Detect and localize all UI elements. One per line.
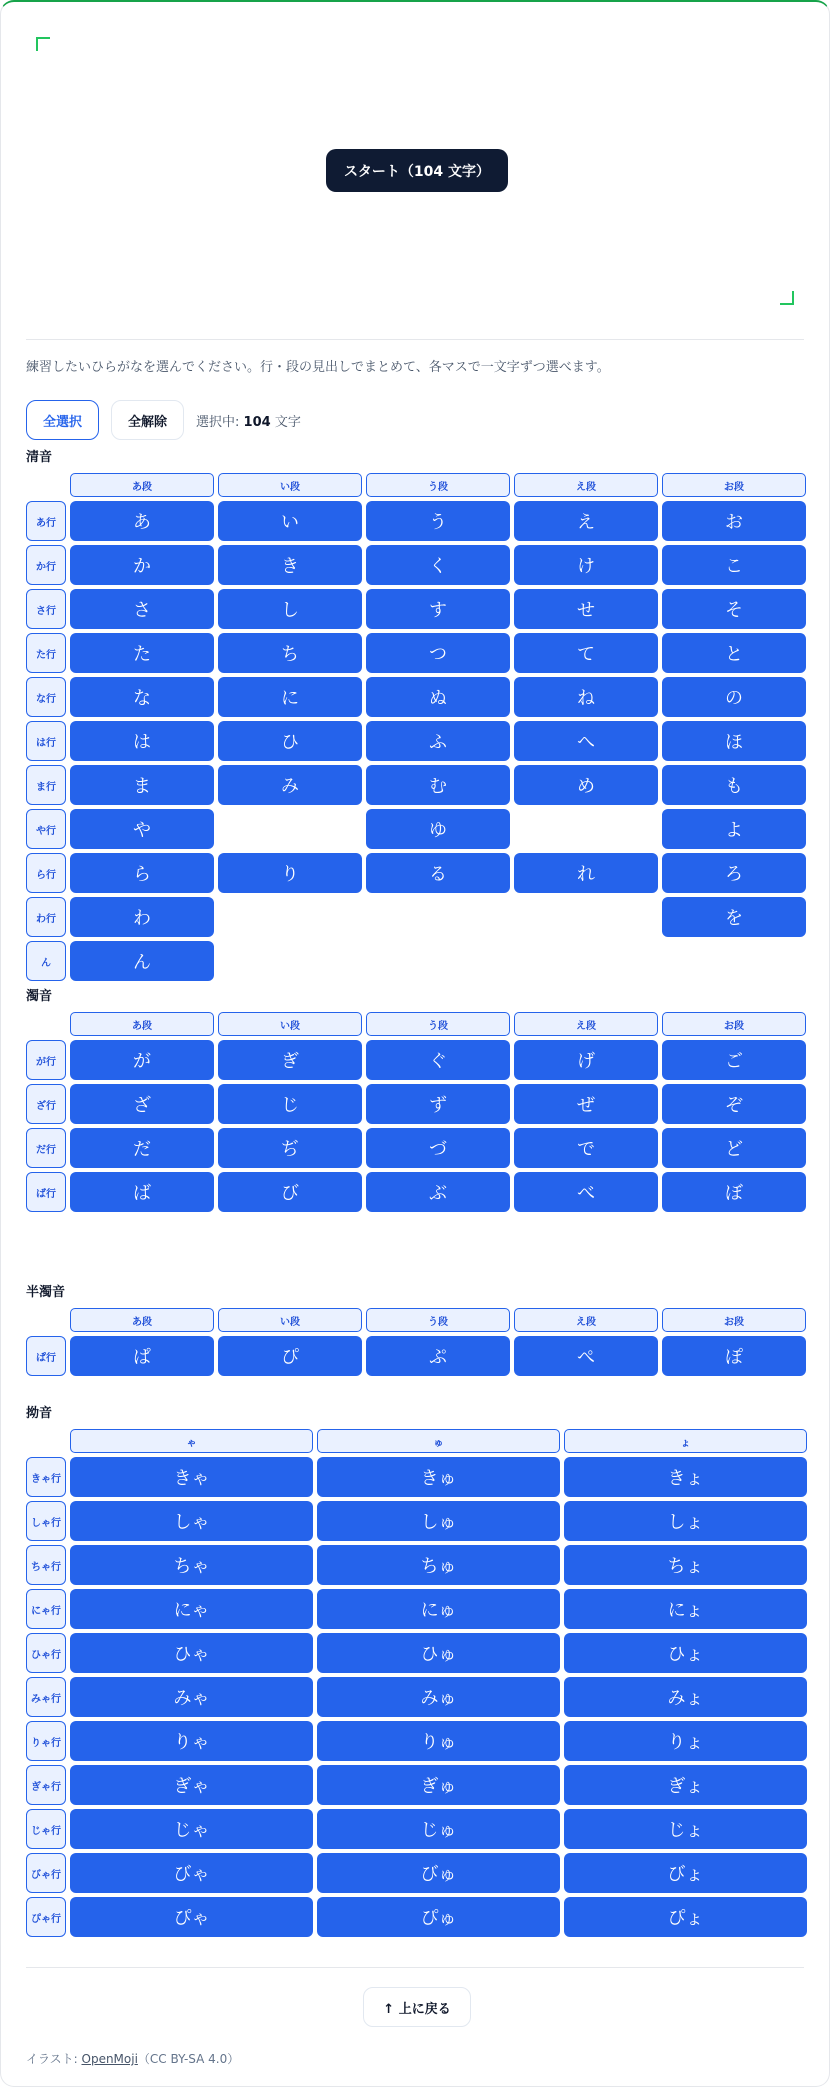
kana-cell[interactable]: じょ: [564, 1809, 807, 1849]
row-header-button[interactable]: な行: [26, 677, 66, 717]
row-header-button[interactable]: ば行: [26, 1172, 66, 1212]
section-title: 半濁音: [26, 1285, 66, 1300]
row-header-button[interactable]: しゃ行: [26, 1501, 66, 1541]
back-to-top-button[interactable]: ↑ 上に戻る: [363, 1987, 471, 2027]
row-header-button[interactable]: さ行: [26, 589, 66, 629]
kana-cell[interactable]: みゃ: [70, 1677, 313, 1717]
empty-cell: [662, 941, 806, 981]
empty-cell: [514, 941, 658, 981]
kana-cell[interactable]: ひゃ: [70, 1633, 313, 1673]
kana-cell[interactable]: にょ: [564, 1589, 807, 1629]
kana-cell[interactable]: びゃ: [70, 1853, 313, 1893]
kana-cell[interactable]: ぴゅ: [317, 1897, 560, 1937]
kana-cell[interactable]: さ: [70, 589, 214, 629]
row-header-button[interactable]: にゃ行: [26, 1589, 66, 1629]
column-header-button[interactable]: お段: [662, 473, 806, 497]
kana-cell[interactable]: ぎゃ: [70, 1765, 313, 1805]
kana-cell[interactable]: い: [218, 501, 362, 541]
kana-cell[interactable]: きょ: [564, 1457, 807, 1497]
corner-bracket-bottom-right: [780, 291, 794, 305]
kana-cell[interactable]: ひゅ: [317, 1633, 560, 1673]
kana-cell[interactable]: ぴょ: [564, 1897, 807, 1937]
column-header-button[interactable]: え段: [514, 473, 658, 497]
selection-controls: [26, 399, 804, 441]
kana-cell[interactable]: せ: [514, 589, 658, 629]
row-header-button[interactable]: あ行: [26, 501, 66, 541]
column-header-button[interactable]: あ段: [70, 473, 214, 497]
selected-count-text: 選択中: 104 文字: [196, 414, 301, 430]
kana-cell[interactable]: ぶ: [366, 1172, 510, 1212]
kana-cell[interactable]: る: [366, 853, 510, 893]
kana-cell[interactable]: ぴゃ: [70, 1897, 313, 1937]
row-header-button[interactable]: ぴゃ行: [26, 1897, 66, 1937]
row-header-button[interactable]: みゃ行: [26, 1677, 66, 1717]
kana-grid: [26, 1012, 806, 1212]
clear-all-button[interactable]: 全解除: [111, 400, 184, 440]
kana-cell[interactable]: く: [366, 545, 510, 585]
kana-cell[interactable]: ぢ: [218, 1128, 362, 1168]
column-header-button[interactable]: え段: [514, 1012, 658, 1036]
kana-cell[interactable]: りょ: [564, 1721, 807, 1761]
kana-cell[interactable]: きゅ: [317, 1457, 560, 1497]
kana-cell[interactable]: ふ: [366, 721, 510, 761]
kana-cell[interactable]: た: [70, 633, 214, 673]
kana-cell[interactable]: が: [70, 1040, 214, 1080]
kana-cell[interactable]: か: [70, 545, 214, 585]
column-header-button[interactable]: え段: [514, 1308, 658, 1332]
kana-cell[interactable]: みょ: [564, 1677, 807, 1717]
selected-count: 104: [243, 414, 271, 430]
kana-cell[interactable]: で: [514, 1128, 658, 1168]
kana-cell[interactable]: しゅ: [317, 1501, 560, 1541]
column-header-button[interactable]: う段: [366, 473, 510, 497]
kana-cell[interactable]: り: [218, 853, 362, 893]
section-seion: [26, 449, 806, 981]
kana-cell[interactable]: の: [662, 677, 806, 717]
kana-cell[interactable]: よ: [662, 809, 806, 849]
row-header-button[interactable]: や行: [26, 809, 66, 849]
grid-corner: [26, 1308, 66, 1332]
column-header-button[interactable]: あ段: [70, 1012, 214, 1036]
row-header-button[interactable]: わ行: [26, 897, 66, 937]
kana-cell[interactable]: じ: [218, 1084, 362, 1124]
kana-cell[interactable]: に: [218, 677, 362, 717]
kana-cell[interactable]: ん: [70, 941, 214, 981]
kana-cell[interactable]: ほ: [662, 721, 806, 761]
row-header-button[interactable]: びゃ行: [26, 1853, 66, 1893]
kana-cell[interactable]: ち: [218, 633, 362, 673]
section-title: 拗音: [26, 1406, 53, 1421]
openmoji-link[interactable]: OpenMoji: [81, 2052, 138, 2066]
kana-grid: [26, 1308, 806, 1376]
kana-cell[interactable]: や: [70, 809, 214, 849]
kana-cell[interactable]: ど: [662, 1128, 806, 1168]
kana-cell[interactable]: ざ: [70, 1084, 214, 1124]
kana-cell[interactable]: じゃ: [70, 1809, 313, 1849]
row-header-button[interactable]: た行: [26, 633, 66, 673]
row-header-button[interactable]: ら行: [26, 853, 66, 893]
row-header-button[interactable]: ざ行: [26, 1084, 66, 1124]
kana-cell[interactable]: ぎゅ: [317, 1765, 560, 1805]
kana-cell[interactable]: づ: [366, 1128, 510, 1168]
kana-cell[interactable]: あ: [70, 501, 214, 541]
kana-cell[interactable]: ぱ: [70, 1336, 214, 1376]
kana-cell[interactable]: ら: [70, 853, 214, 893]
row-header-button[interactable]: りゃ行: [26, 1721, 66, 1761]
kana-cell[interactable]: ま: [70, 765, 214, 805]
kana-cell[interactable]: え: [514, 501, 658, 541]
kana-cell[interactable]: ちょ: [564, 1545, 807, 1585]
column-header-button[interactable]: い段: [218, 1308, 362, 1332]
kana-cell[interactable]: ぬ: [366, 677, 510, 717]
section-handakuon: [26, 1284, 806, 1376]
kana-cell[interactable]: ぎょ: [564, 1765, 807, 1805]
row-header-button[interactable]: が行: [26, 1040, 66, 1080]
empty-cell: [218, 941, 362, 981]
kana-cell[interactable]: な: [70, 677, 214, 717]
kana-cell[interactable]: ひょ: [564, 1633, 807, 1673]
row-header-button[interactable]: ぱ行: [26, 1336, 66, 1376]
row-header-button[interactable]: じゃ行: [26, 1809, 66, 1849]
column-header-button[interactable]: う段: [366, 1012, 510, 1036]
row-header-button[interactable]: ぎゃ行: [26, 1765, 66, 1805]
kana-cell[interactable]: ぐ: [366, 1040, 510, 1080]
kana-cell[interactable]: び: [218, 1172, 362, 1212]
kana-cell[interactable]: みゅ: [317, 1677, 560, 1717]
kana-cell[interactable]: ご: [662, 1040, 806, 1080]
column-header-button[interactable]: ゅ: [317, 1429, 560, 1453]
kana-cell[interactable]: だ: [70, 1128, 214, 1168]
kana-cell[interactable]: ず: [366, 1084, 510, 1124]
kana-grid: [26, 1429, 807, 1937]
empty-cell: [514, 809, 658, 849]
kana-cell[interactable]: ぷ: [366, 1336, 510, 1376]
kana-cell[interactable]: ぺ: [514, 1336, 658, 1376]
kana-cell[interactable]: て: [514, 633, 658, 673]
kana-cell[interactable]: は: [70, 721, 214, 761]
start-button[interactable]: スタート（104 文字）: [326, 149, 508, 192]
kana-cell[interactable]: ぜ: [514, 1084, 658, 1124]
column-header-button[interactable]: お段: [662, 1308, 806, 1332]
kana-cell[interactable]: ぽ: [662, 1336, 806, 1376]
kana-cell[interactable]: そ: [662, 589, 806, 629]
kana-cell[interactable]: ひ: [218, 721, 362, 761]
empty-cell: [366, 897, 510, 937]
kana-cell[interactable]: しょ: [564, 1501, 807, 1541]
intro-text: 練習したいひらがなを選んでください。行・段の見出しでまとめて、各マスで一文字ずつ選べます。: [26, 360, 610, 375]
empty-cell: [366, 941, 510, 981]
kana-cell[interactable]: じゅ: [317, 1809, 560, 1849]
kana-cell[interactable]: りゃ: [70, 1721, 313, 1761]
kana-cell[interactable]: きゃ: [70, 1457, 313, 1497]
grid-corner: [26, 1429, 66, 1453]
row-header-button[interactable]: だ行: [26, 1128, 66, 1168]
kana-cell[interactable]: め: [514, 765, 658, 805]
corner-bracket-top-left: [36, 37, 50, 51]
empty-cell: [514, 897, 658, 937]
kana-cell[interactable]: げ: [514, 1040, 658, 1080]
kana-cell[interactable]: わ: [70, 897, 214, 937]
kana-cell[interactable]: へ: [514, 721, 658, 761]
row-header-button[interactable]: ん: [26, 941, 66, 981]
kana-cell[interactable]: ば: [70, 1172, 214, 1212]
footer-divider: [26, 1967, 804, 1968]
kana-cell[interactable]: ろ: [662, 853, 806, 893]
row-header-button[interactable]: ひゃ行: [26, 1633, 66, 1673]
kana-cell[interactable]: べ: [514, 1172, 658, 1212]
column-header-button[interactable]: お段: [662, 1012, 806, 1036]
row-header-button[interactable]: きゃ行: [26, 1457, 66, 1497]
kana-cell[interactable]: み: [218, 765, 362, 805]
kana-cell[interactable]: れ: [514, 853, 658, 893]
select-all-button[interactable]: 全選択: [26, 400, 99, 440]
section-title: 濁音: [26, 989, 53, 1004]
kana-cell[interactable]: す: [366, 589, 510, 629]
kana-cell[interactable]: びゅ: [317, 1853, 560, 1893]
kana-cell[interactable]: こ: [662, 545, 806, 585]
section-title: 清音: [26, 450, 53, 465]
kana-cell[interactable]: にゃ: [70, 1589, 313, 1629]
kana-cell[interactable]: し: [218, 589, 362, 629]
kana-cell[interactable]: け: [514, 545, 658, 585]
column-header-button[interactable]: ゃ: [70, 1429, 313, 1453]
kana-cell[interactable]: つ: [366, 633, 510, 673]
column-header-button[interactable]: い段: [218, 473, 362, 497]
column-header-button[interactable]: う段: [366, 1308, 510, 1332]
kana-cell[interactable]: ぴ: [218, 1336, 362, 1376]
kana-cell[interactable]: う: [366, 501, 510, 541]
kana-cell[interactable]: も: [662, 765, 806, 805]
column-header-button[interactable]: あ段: [70, 1308, 214, 1332]
section-dakuon: [26, 988, 806, 1212]
kana-cell[interactable]: ぼ: [662, 1172, 806, 1212]
kana-cell[interactable]: ぎ: [218, 1040, 362, 1080]
practice-area: [26, 2, 804, 340]
kana-cell[interactable]: ちゃ: [70, 1545, 313, 1585]
column-header-button[interactable]: ょ: [564, 1429, 807, 1453]
kana-cell[interactable]: き: [218, 545, 362, 585]
kana-cell[interactable]: お: [662, 501, 806, 541]
section-youon: [26, 1405, 807, 1937]
row-header-button[interactable]: か行: [26, 545, 66, 585]
kana-cell[interactable]: りゅ: [317, 1721, 560, 1761]
kana-cell[interactable]: しゃ: [70, 1501, 313, 1541]
grid-corner: [26, 1012, 66, 1036]
row-header-button[interactable]: ちゃ行: [26, 1545, 66, 1585]
grid-corner: [26, 473, 66, 497]
kana-cell[interactable]: ね: [514, 677, 658, 717]
credit-line: イラスト: OpenMoji（CC BY-SA 4.0）: [26, 2052, 240, 2066]
kana-cell[interactable]: ちゅ: [317, 1545, 560, 1585]
kana-cell[interactable]: む: [366, 765, 510, 805]
empty-cell: [218, 809, 362, 849]
kana-cell[interactable]: ゆ: [366, 809, 510, 849]
kana-cell[interactable]: にゅ: [317, 1589, 560, 1629]
column-header-button[interactable]: い段: [218, 1012, 362, 1036]
row-header-button[interactable]: ま行: [26, 765, 66, 805]
kana-cell[interactable]: と: [662, 633, 806, 673]
kana-cell[interactable]: ぞ: [662, 1084, 806, 1124]
row-header-button[interactable]: は行: [26, 721, 66, 761]
kana-grid: [26, 473, 806, 981]
empty-cell: [218, 897, 362, 937]
kana-cell[interactable]: びょ: [564, 1853, 807, 1893]
kana-cell[interactable]: を: [662, 897, 806, 937]
